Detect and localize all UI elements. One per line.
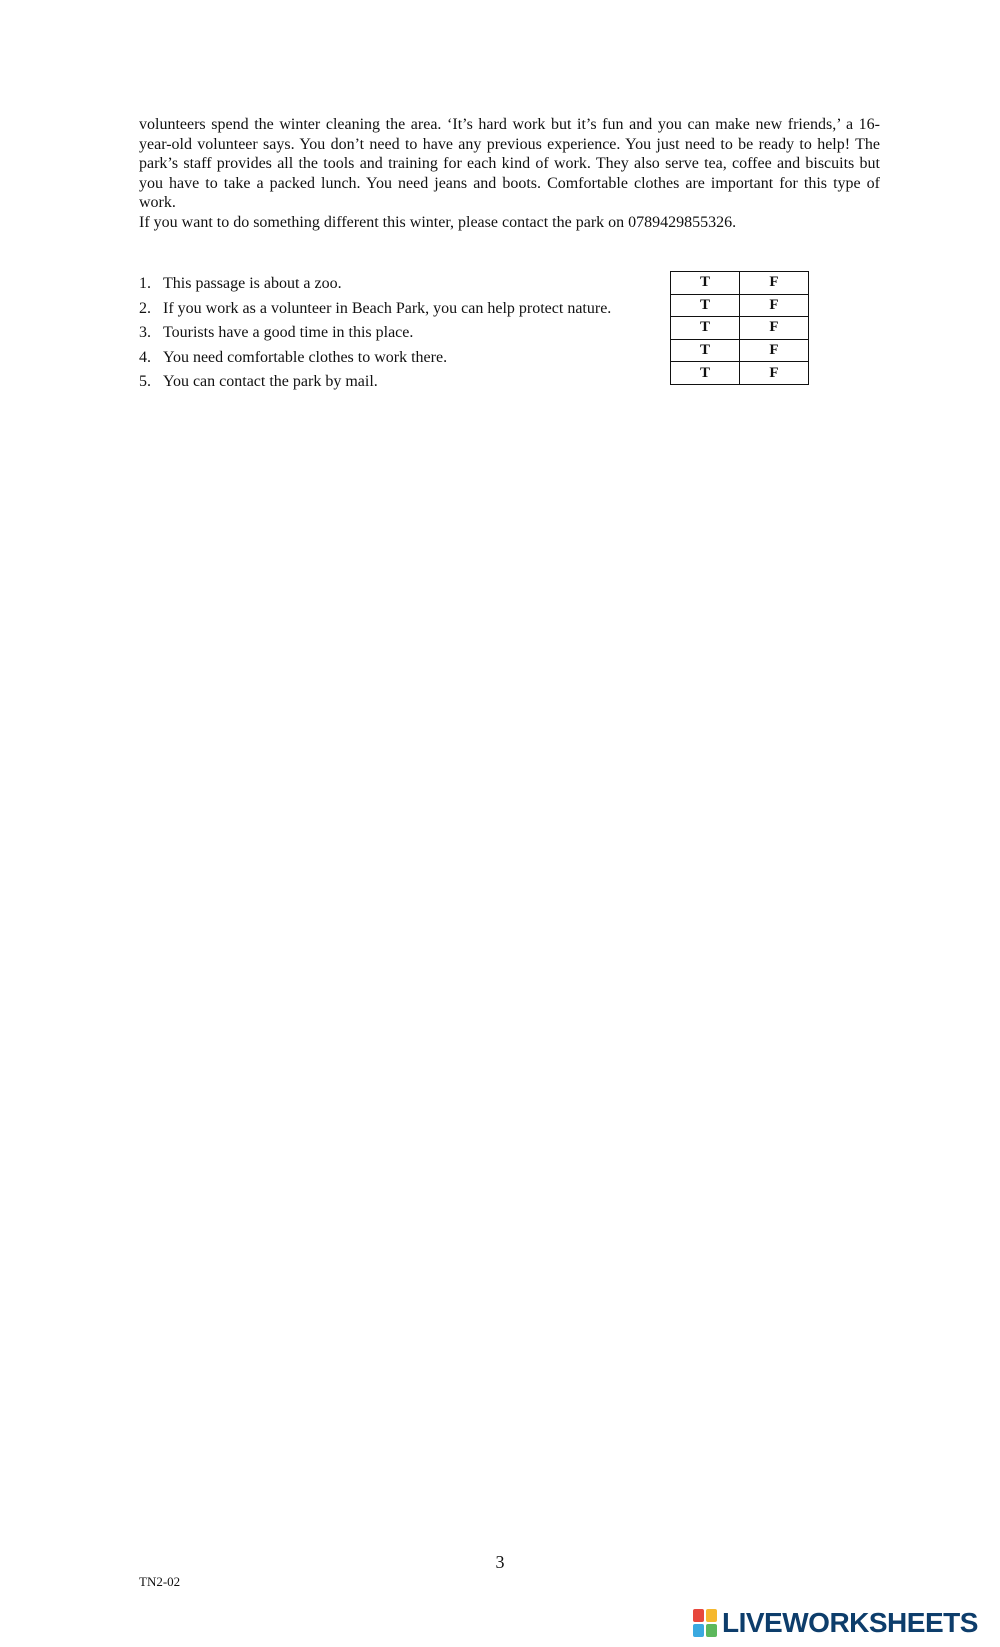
question-text: You need comfortable clothes to work there. xyxy=(163,348,448,366)
true-option[interactable]: T xyxy=(671,362,740,385)
question-item xyxy=(139,370,659,395)
true-option[interactable]: T xyxy=(671,339,740,362)
question-item xyxy=(139,346,659,371)
false-option[interactable]: F xyxy=(740,339,809,362)
question-number: 5. xyxy=(139,373,151,391)
logo-tile xyxy=(693,1624,704,1637)
false-option[interactable]: F xyxy=(740,272,809,295)
document-code: TN2-02 xyxy=(139,1574,181,1589)
question-item xyxy=(139,321,659,346)
question-item xyxy=(139,272,659,297)
answer-row xyxy=(671,294,809,317)
question-number: 2. xyxy=(139,299,151,317)
false-option[interactable]: F xyxy=(740,317,809,340)
answer-row xyxy=(671,272,809,295)
question-item xyxy=(139,297,659,322)
question-text: If you work as a volunteer in Beach Park, you can help protect nature. xyxy=(163,299,612,317)
false-option[interactable]: F xyxy=(740,294,809,317)
reading-passage xyxy=(139,115,880,233)
false-option[interactable]: F xyxy=(740,362,809,385)
question-list xyxy=(139,272,659,395)
logo-tile xyxy=(706,1609,717,1622)
question-number: 4. xyxy=(139,348,151,366)
liveworksheets-logo xyxy=(693,1606,978,1640)
question-text: You can contact the park by mail. xyxy=(163,373,378,391)
question-text: Tourists have a good time in this place. xyxy=(163,324,414,342)
logo-tile xyxy=(706,1624,717,1637)
passage-paragraph: volunteers spend the winter cleaning the area. ‘It’s hard work but it’s fun and you can make new friends,’ a 16-year-old volunteer says. You don’t need to have any previous experience. You just need to be ready to help! The park’s staff provides all the tools and training for each kind of work. They also serve tea, coffee and biscuits but you have to take a packed lunch. You need jeans and boots. Comfortable clothes are important for this type of work. xyxy=(139,116,880,212)
passage-paragraph: If you want to do something different this winter, please contact the park on 0789429855326. xyxy=(139,213,737,231)
question-number: 3. xyxy=(139,324,151,342)
true-option[interactable]: T xyxy=(671,317,740,340)
question-number: 1. xyxy=(139,275,151,292)
true-option[interactable]: T xyxy=(671,294,740,317)
answer-row xyxy=(671,317,809,340)
true-false-answer-table xyxy=(670,271,809,385)
page-number: 3 xyxy=(495,1552,505,1572)
liveworksheets-wordmark: LIVEWORKSHEETS xyxy=(722,1607,978,1638)
answer-row xyxy=(671,339,809,362)
logo-tile xyxy=(693,1609,704,1622)
liveworksheets-mark-icon xyxy=(693,1609,717,1637)
question-text: This passage is about a zoo. xyxy=(163,275,342,292)
answer-row xyxy=(671,362,809,385)
true-option[interactable]: T xyxy=(671,272,740,295)
